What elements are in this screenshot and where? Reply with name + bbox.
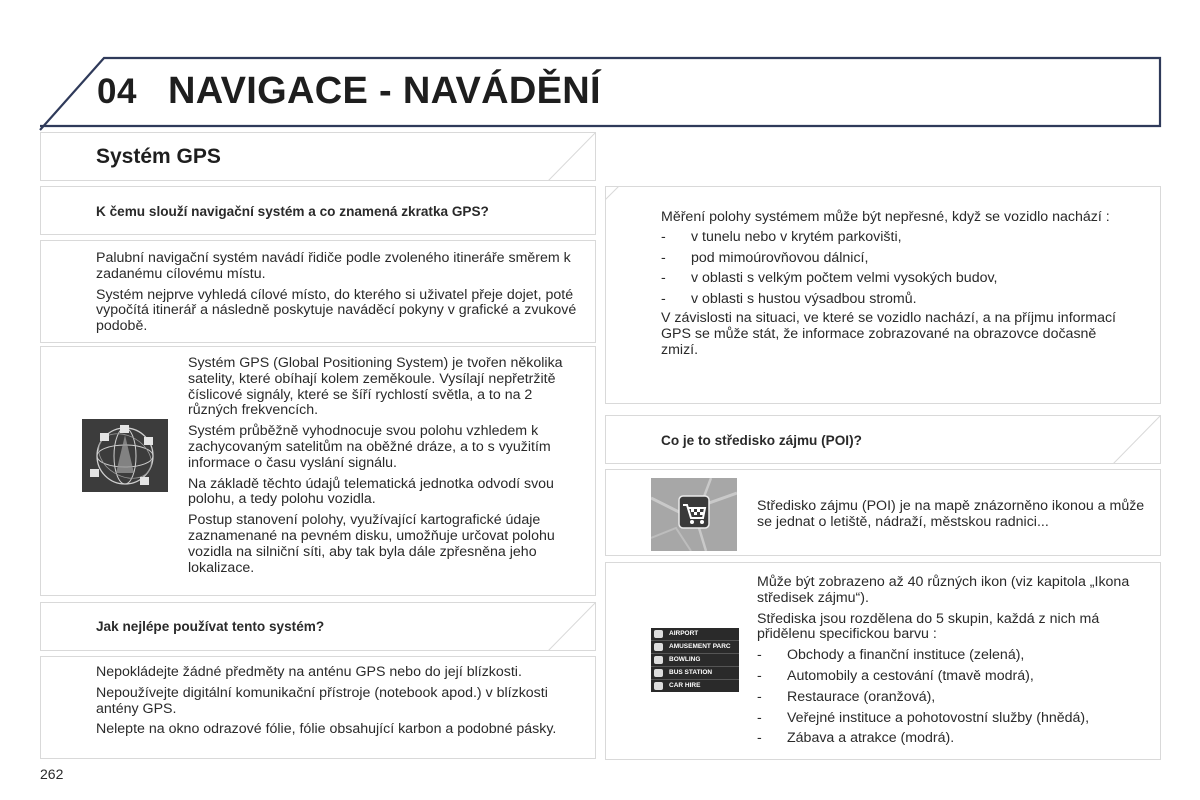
- intro-paragraph-1: Palubní navigační systém navádí řidiče podle zvoleného itineráře směrem k zadanému cílovému místu.: [96, 250, 571, 282]
- poi-group-item: - Restaurace (oranžová),: [757, 690, 1152, 706]
- poi-groups-list: [757, 648, 1152, 747]
- section-title-diagonal: [540, 132, 596, 181]
- question-usage: Jak nejlépe používat tento systém?: [96, 619, 325, 634]
- tip-3: Nelepte na okno odrazové fólie, fólie obsahující karbon a podobné pásky.: [96, 721, 557, 738]
- chapter-number: 04: [97, 72, 137, 111]
- poi-category-list-illustration: [651, 628, 739, 694]
- accuracy-text: [661, 210, 1131, 358]
- gps-paragraph-1: Systém GPS (Global Positioning System) je tvořen několika satelity, které obíhají kolem zeměkoule. Vysílají nepřetržitě číslicové signály, které se šíří rychlostí světla, a to na 2 různých frekvencích.: [188, 355, 563, 419]
- airport-icon: [654, 630, 663, 638]
- tips-text: [96, 665, 586, 738]
- intro-text: [96, 251, 580, 335]
- page-number: 262: [40, 766, 64, 782]
- gps-paragraph-4: Postup stanovení polohy, využívající kartografické údaje zaznamenané na pevném disku, umožňuje určovat polohu vozidla na silniční síti, aby tak byla dále zpřesněna jeho lokalizace.: [188, 512, 555, 576]
- poi-definition: Středisko zájmu (POI) je na mapě znázorněno ikonou a může se jednat o letiště, nádraží, městskou radnici...: [757, 498, 1145, 530]
- question-poi-diagonal: [1105, 415, 1161, 464]
- poi-group-item: - Automobily a cestování (tmavě modrá),: [757, 669, 1152, 685]
- bowling-icon: [654, 656, 663, 664]
- poi-category-row: CAR HIRE: [651, 680, 739, 692]
- gps-paragraph-2: Systém průběžně vyhodnocuje svou polohu vzhledem k zachycovaným satelitům na oběžné dráze, a to s využitím informace o času vyslání signálu.: [188, 423, 551, 471]
- amusement-icon: [654, 643, 663, 651]
- accuracy-intro: Měření polohy systémem může být nepřesné, když se vozidlo nachází :: [661, 209, 1110, 225]
- poi-definition-text: [757, 499, 1152, 531]
- poi-group-item: - Obchody a finanční instituce (zelená),: [757, 648, 1152, 664]
- accuracy-outro: V závislosti na situaci, ve které se vozidlo nachází, a na příjmu informací GPS se může stát, že informace zobrazované na obrazovce dočasně zmizí.: [661, 309, 1116, 358]
- accuracy-item: - v oblasti s hustou výsadbou stromů.: [661, 292, 1131, 308]
- accuracy-item: - v oblasti s velkým počtem velmi vysokých budov,: [661, 271, 1131, 287]
- chapter-title: NAVIGACE - NAVÁDĚNÍ: [168, 70, 601, 112]
- poi-groups-paragraph: Střediska jsou rozdělena do 5 skupin, každá z nich má přidělenu specifickou barvu :: [757, 610, 1100, 643]
- question-usage-diagonal: [540, 602, 596, 651]
- gps-paragraph-3: Na základě těchto údajů telematická jednotka odvodí svou polohu, a tedy polohu vozidla.: [188, 475, 554, 508]
- question-purpose: K čemu slouží navigační systém a co znamená zkratka GPS?: [96, 204, 489, 219]
- intro-paragraph-2: Systém nejprve vyhledá cílové místo, do kterého si uživatel přeje dojet, poté vypočítá itinerář a následně poskytuje naváděcí pokyny v grafické a zvukové podobě.: [96, 286, 577, 335]
- tip-1: Nepokládejte žádné předměty na anténu GPS nebo do její blízkosti.: [96, 664, 522, 680]
- accuracy-list: [661, 230, 1131, 308]
- poi-icons-paragraph: Může být zobrazeno až 40 různých ikon (viz kapitola „Ikona středisek zájmu“).: [757, 574, 1130, 606]
- gps-text: [188, 356, 584, 576]
- car-icon: [654, 682, 663, 690]
- poi-group-item: - Zábava a atrakce (modrá).: [757, 731, 1152, 747]
- poi-category-row: AMUSEMENT PARC: [651, 641, 739, 654]
- poi-groups-text: [757, 575, 1152, 752]
- question-poi: Co je to středisko zájmu (POI)?: [661, 433, 862, 448]
- accuracy-corner: [605, 186, 619, 200]
- tip-2: Nepoužívejte digitální komunikační přístroje (notebook apod.) v blízkosti antény GPS.: [96, 684, 548, 717]
- poi-group-item: - Veřejné instituce a pohotovostní služby (hnědá),: [757, 711, 1152, 727]
- globe-satellite-illustration: [82, 419, 168, 492]
- bus-icon: [654, 669, 663, 677]
- poi-map-icon-illustration: [651, 478, 737, 551]
- poi-category-row: BUS STATION: [651, 667, 739, 680]
- poi-category-row: AIRPORT: [651, 628, 739, 641]
- section-title: Systém GPS: [96, 145, 221, 168]
- accuracy-item: - pod mimoúrovňovou dálnicí,: [661, 251, 1131, 267]
- accuracy-item: - v tunelu nebo v krytém parkovišti,: [661, 230, 1131, 246]
- poi-category-row: BOWLING: [651, 654, 739, 667]
